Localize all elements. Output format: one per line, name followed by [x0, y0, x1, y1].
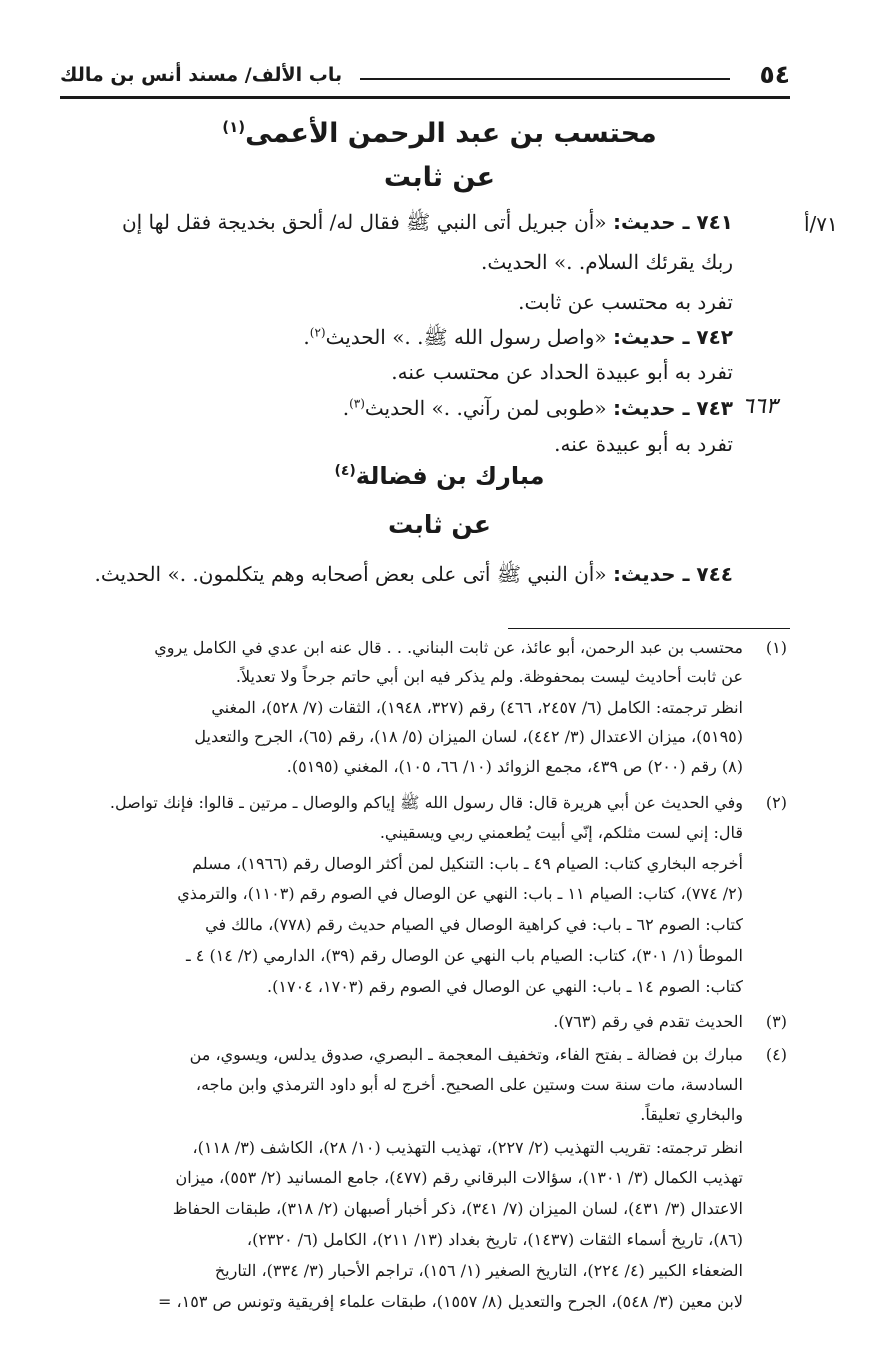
footnote-line: مبارك بن فضالة ـ بفتح الفاء، وتخفيف المعجمة ـ البصري، صدوق يدلس، ويسوي، من	[189, 1045, 743, 1064]
running-header	[60, 60, 790, 94]
footnote-line: انظر ترجمته: تقريب التهذيب (٢/ ٢٢٧)، تهذيب التهذيب (١٠/ ٢٨)، الكاشف (٣/ ١١٨)،	[192, 1138, 743, 1157]
hadith-number: ٧٤٤ ـ حديث:	[612, 562, 733, 586]
footnote-line: قال: إني لست مثلكم، إنّي أبيت يُطعمني ربي ويسقيني.	[379, 823, 743, 842]
narrator-heading	[0, 462, 879, 490]
hadith-743: ٧٤٣ ـ حديث: «طوبى لمن رآني. .» الحديث$^{(٣)}$.	[342, 396, 733, 420]
header-dash-line	[360, 78, 730, 80]
hadith-741	[122, 210, 733, 239]
footnote-line: الضعفاء الكبير (٤/ ٢٢٤)، التاريخ الصغير (١/ ١٥٦)، تراجم الأحبار (٣/ ٣٣٤)، التاريخ	[214, 1261, 743, 1280]
narrator-name: محتسب بن عبد الرحمن الأعمى	[245, 118, 657, 149]
header-rule	[60, 96, 790, 99]
hadith-number: ٧٤٣ ـ حديث:	[612, 396, 733, 420]
footnote-line: عن ثابت أحاديث ليست بمحفوظة. ولم يذكر فيه ابن أبي حاتم جرحاً ولا تعديلاً.	[235, 667, 743, 686]
footnote-line: كتاب: الصوم ٦٢ ـ باب: في كراهية الوصال في الصيام حديث رقم (٧٧٨)، مالك في	[205, 915, 743, 934]
footnote-number: (٤)	[765, 1045, 787, 1064]
narrator-subheading: عن ثابت	[388, 510, 491, 539]
hadith-742: ٧٤٢ ـ حديث: «واصل رسول الله ﷺ. .» الحديث$^{(٢)}$.	[303, 325, 733, 349]
footnote-line: (٢/ ٧٧٤)، كتاب: الصيام ١١ ـ باب: النهي عن الوصال في الصوم رقم (١١٠٣)، والترمذي	[177, 884, 743, 903]
hadith-note: تفرد به أبو عبيدة عنه.	[554, 432, 733, 456]
footnote-number: (١)	[765, 638, 787, 657]
footnote-line: كتاب: الصوم ١٤ ـ باب: النهي عن الوصال في الصوم رقم (١٧٠٣، ١٧٠٤).	[267, 977, 743, 996]
hadith-text: «أن جبريل أتى النبي ﷺ فقال له/ ألحق بخديجة فقل لها إن	[121, 210, 607, 234]
footnote-ref: (٤)	[334, 463, 356, 479]
footnote-line: (٨٦)، تاريخ أسماء الثقات (١٤٣٧)، تاريخ بغداد (١٣/ ٢١١)، الكامل (٦/ ٢٣٢٠)،	[246, 1230, 743, 1249]
page-number: ٥٤	[759, 60, 790, 89]
narrator-subheading: عن ثابت	[383, 162, 496, 193]
footnote-line: محتسب بن عبد الرحمن، أبو عائذ، عن ثابت البناني. . . قال عنه ابن عدي في الكامل يروي	[154, 638, 743, 657]
footnote-line: (٨) رقم (٢٠٠) ص ٤٣٩، مجمع الزوائد (١٠/ ٦٦، ١٠٥)، المغني (٥١٩٥).	[286, 757, 743, 776]
hadith-number: ٧٤٢ ـ حديث:	[612, 325, 733, 349]
footnote-separator	[508, 628, 790, 629]
footnote-line: انظر ترجمته: الكامل (٦/ ٢٤٥٧، ٤٦٦) رقم (٣٢٧، ١٩٤٨)، الثقات (٧/ ٥٢٨)، المغني	[211, 698, 743, 717]
hadith-note: تفرد به أبو عبيدة الحداد عن محتسب عنه.	[391, 360, 733, 384]
footnote-line: الاعتدال (٣/ ٤٣١)، لسان الميزان (٧/ ٣٤١)، ذكر أخبار أصبهان (٢/ ٣١٨)، طبقات الحفاظ	[172, 1199, 743, 1218]
footnote-ref: (٣)	[349, 396, 365, 411]
footnote-line: أخرجه البخاري كتاب: الصيام ٤٩ ـ باب: التنكيل لمن أكثر الوصال رقم (١٩٦٦)، مسلم	[192, 854, 743, 873]
footnote-ref: (٢)	[309, 325, 326, 340]
footnote-line: لابن معين (٣/ ٥٤٨)، الجرح والتعديل (٨/ ١٥٥٧)، طبقات علماء إفريقية وتونس ص ١٥٣، =	[157, 1292, 743, 1311]
footnote-line: تهذيب الكمال (٣/ ١٣٠١)، سؤالات البرقاني رقم (٤٧٧)، جامع المسانيد (٢/ ٥٥٣)، ميزان	[175, 1168, 743, 1187]
running-title: باب الألف/ مسند أنس بن مالك	[60, 64, 343, 86]
footnote-number: (٣)	[765, 1012, 787, 1031]
footnote-line: وفي الحديث عن أبي هريرة قال: قال رسول الله ﷺ إياكم والوصال ـ مرتين ـ قالوا: فإنك تواصل.	[109, 793, 743, 812]
footnote-line: السادسة، مات سنة ست وستين على الصحيح. أخرج له أبو داود الترمذي وابن ماجه،	[195, 1075, 743, 1094]
narrator-name: مبارك بن فضالة	[355, 462, 545, 490]
footnote-line: (٥١٩٥)، ميزان الاعتدال (٣/ ٤٤٢)، لسان الميزان (٥/ ١٨)، رقم (٦٥)، الجرح والتعديل	[194, 727, 743, 746]
hadith-note: تفرد به محتسب عن ثابت.	[518, 290, 733, 314]
footnote-ref: (١)	[222, 118, 246, 136]
footnote-number: (٢)	[765, 793, 787, 812]
handwritten-note: ٦٦٣	[742, 394, 778, 419]
hadith-text: «طوبى لمن رآني. .» الحديث	[364, 396, 607, 420]
hadith-text: «واصل رسول الله ﷺ. .» الحديث	[325, 325, 607, 349]
narrator-heading	[0, 118, 879, 149]
footnote-line: الحديث تقدم في رقم (٧٦٣).	[553, 1012, 743, 1031]
footnote-line: الموطأ (١/ ٣٠١)، كتاب: الصيام باب النهي عن الوصال رقم (٣٩)، الدارمي (٢/ ١٤) ٤ ـ	[185, 946, 743, 965]
hadith-744	[94, 562, 733, 591]
hadith-text: «أن النبي ﷺ أتى على بعض أصحابه وهم يتكلمون. .» الحديث.	[94, 562, 607, 586]
folio-marker: ٧١/أ	[804, 212, 838, 236]
hadith-number: ٧٤١ ـ حديث:	[612, 210, 733, 234]
footnote-line: والبخاري تعليقاً.	[640, 1105, 743, 1124]
hadith-741-cont: ربك يقرئك السلام. .» الحديث.	[480, 250, 733, 274]
